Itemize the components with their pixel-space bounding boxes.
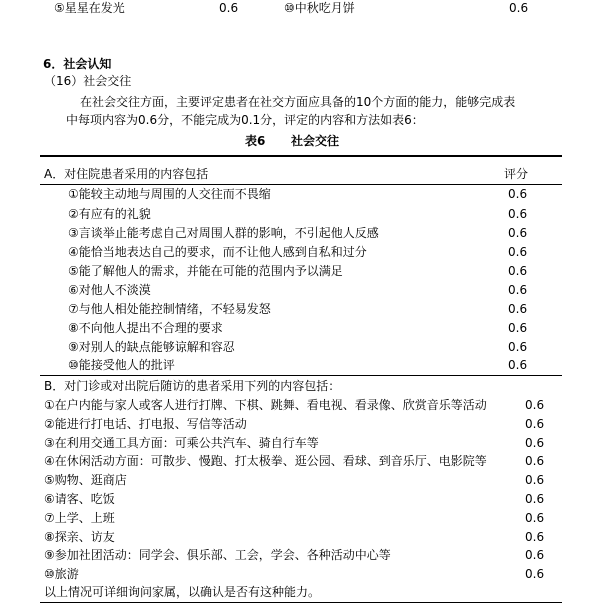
list-item: ⑦与他人相处能控制情绪，不轻易发怒 [68,302,271,316]
list-item: ⑥请客、吃饭 [44,492,115,506]
list-item: ②有应有的礼貌 [68,207,151,221]
table-footer-note: 以上情况可详细询问家属，以确认是否有这种能力。 [44,585,321,599]
item-score: 0.6 [508,207,528,221]
table-header-score: 评分 [504,167,529,181]
list-item: ⑦上学、上班 [44,511,115,525]
table-top-rule [40,155,562,157]
item-score: 0.6 [525,548,545,562]
list-item: ⑧不向他人提出不合理的要求 [68,321,223,335]
list-item: ⑩旅游 [44,567,79,581]
item-score: 0.6 [525,511,545,525]
list-item: ⑧探亲、访友 [44,530,115,544]
section-heading: 6．社会认知 [43,57,112,71]
top-left-score: 0.6 [219,1,239,15]
item-score: 0.6 [508,283,528,297]
list-item: ②能进行打电话、打电报、写信等活动 [44,417,247,431]
list-item: ③言谈举止能考虑自己对周围人群的影响，不引起他人反感 [68,226,379,240]
list-item: ⑨对别人的缺点能够谅解和容忍 [68,340,235,354]
table-number: 表6 [245,134,266,148]
item-score: 0.6 [508,264,528,278]
top-right-item: ⑩中秋吃月饼 [284,1,355,15]
list-item: ⑥对他人不淡漠 [68,283,151,297]
intro-line-2: 中每项内容为0.6分，不能完成为0.1分，评定的内容和方法如表6： [66,113,424,127]
list-item: ③在利用交通工具方面：可乘公共汽车、骑自行车等 [44,436,319,450]
top-left-item: ⑤星星在发光 [54,1,125,15]
item-score: 0.6 [508,226,528,240]
item-score: 0.6 [525,417,545,431]
item-score: 0.6 [525,492,545,506]
item-score: 0.6 [525,473,545,487]
list-item: ①能较主动地与周围的人交往而不畏缩 [68,187,271,201]
intro-line-1: 在社会交往方面，主要评定患者在社交方面应具备的10个方面的能力，能够完成表 [80,95,516,109]
top-right-score: 0.6 [509,1,529,15]
item-score: 0.6 [508,245,528,259]
table-header-a: A．对住院患者采用的内容包括 [44,167,209,181]
list-item: ⑩能接受他人的批评 [68,358,175,372]
table-header-rule [40,184,562,185]
table-header-b: B．对门诊或对出院后随访的患者采用下列的内容包括： [44,379,341,393]
list-item: ①在户内能与家人或客人进行打牌、下棋、跳舞、看电视、看录像、欣赏音乐等活动 [44,398,487,412]
item-score: 0.6 [525,530,545,544]
item-score: 0.6 [525,454,545,468]
table-title: 社会交往 [291,134,340,148]
table-section-rule [40,375,562,376]
subsection-title: （16）社会交往 [44,74,132,88]
list-item: ⑨参加社团活动：同学会、俱乐部、工会，学会、各种活动中心等 [44,548,391,562]
item-score: 0.6 [525,398,545,412]
list-item: ⑤购物、逛商店 [44,473,127,487]
list-item: ④在休闲活动方面：可散步、慢跑、打太极拳、逛公园、看球、到音乐厅、电影院等 [44,454,487,468]
list-item: ④能恰当地表达自己的要求，而不让他人感到自私和过分 [68,245,367,259]
list-item: ⑤能了解他人的需求，并能在可能的范围内予以满足 [68,264,343,278]
item-score: 0.6 [508,187,528,201]
item-score: 0.6 [508,340,528,354]
item-score: 0.6 [508,321,528,335]
table-bottom-rule [40,602,562,603]
item-score: 0.6 [508,358,528,372]
item-score: 0.6 [508,302,528,316]
item-score: 0.6 [525,567,545,581]
item-score: 0.6 [525,436,545,450]
